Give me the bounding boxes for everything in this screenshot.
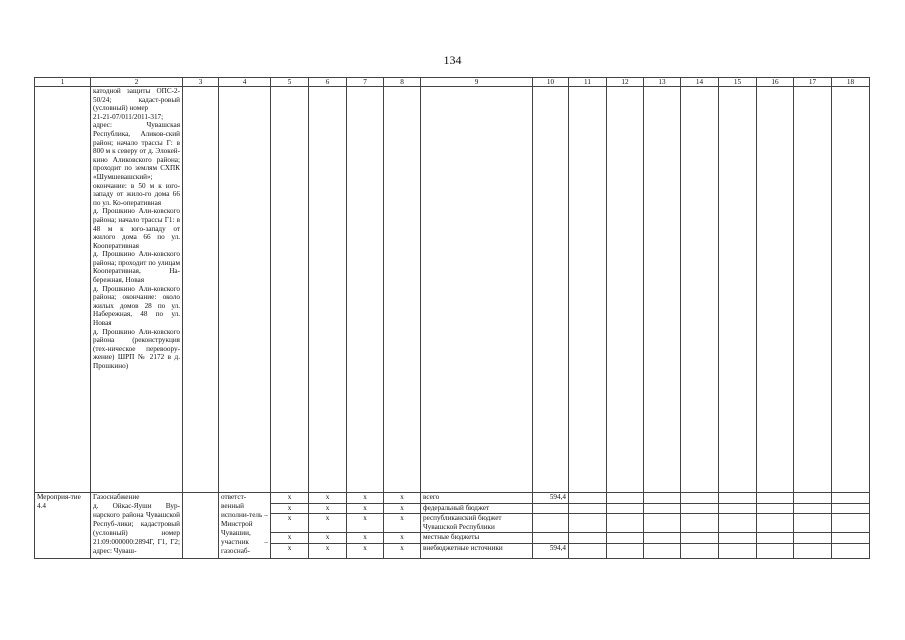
code-cell: х [309, 493, 347, 504]
code-cell: х [347, 493, 384, 504]
code-cell: х [384, 533, 421, 544]
column-number-1: 1 [35, 78, 91, 87]
code-cell: х [384, 493, 421, 504]
column-number-16: 16 [757, 78, 794, 87]
cell [719, 533, 757, 544]
cell [832, 514, 870, 533]
column-number-5: 5 [271, 78, 309, 87]
column-number-4: 4 [219, 78, 271, 87]
cell [757, 543, 794, 558]
code-cell: х [384, 514, 421, 533]
code-cell: х [271, 514, 309, 533]
cell [794, 514, 832, 533]
cell [607, 493, 644, 504]
code-cell: х [347, 514, 384, 533]
cell [832, 493, 870, 504]
executor-cell: ответст-венный исполни-тель – Минстрой Чувашии, участник – газоснаб- [219, 493, 271, 559]
cell [757, 514, 794, 533]
column-number-9: 9 [421, 78, 533, 87]
funding-source-cell: внебюджетные источники [421, 543, 533, 558]
column-number-2: 2 [91, 78, 183, 87]
cell [569, 503, 607, 514]
page-number: 134 [443, 53, 462, 67]
code-cell: х [384, 543, 421, 558]
code-cell: х [347, 543, 384, 558]
cell [681, 493, 719, 504]
cell [569, 543, 607, 558]
column-number-14: 14 [681, 78, 719, 87]
code-cell: х [271, 533, 309, 544]
cell [607, 503, 644, 514]
cell [569, 533, 607, 544]
cell [832, 543, 870, 558]
cell [644, 543, 681, 558]
cell [569, 493, 607, 504]
cell [681, 543, 719, 558]
cell [794, 493, 832, 504]
cell [607, 514, 644, 533]
column-number-11: 11 [569, 78, 607, 87]
cell [644, 503, 681, 514]
cell [794, 543, 832, 558]
column-number-15: 15 [719, 78, 757, 87]
code-cell: х [309, 533, 347, 544]
amount-cell [533, 514, 569, 533]
cell [644, 514, 681, 533]
code-cell: х [271, 503, 309, 514]
cell [607, 543, 644, 558]
column-number-17: 17 [794, 78, 832, 87]
object-description-cell: Газоснабжение д. Ойкас-Яуши Вур-нарского района Чувашской Респуб-лики; кадастровый (условный) номер 21:09:000000:2894Г, Г1, Г2; адрес: Чуваш- [91, 493, 183, 559]
continuation-row [35, 87, 870, 493]
cell [183, 493, 219, 559]
column-number-8: 8 [384, 78, 421, 87]
cell [757, 503, 794, 514]
code-cell: х [309, 503, 347, 514]
cell [719, 503, 757, 514]
funding-row [35, 493, 870, 504]
funding-source-cell: республиканский бюджет Чувашской Республики [421, 514, 533, 533]
cell [719, 543, 757, 558]
code-cell: х [347, 503, 384, 514]
code-cell: х [384, 503, 421, 514]
amount-cell [533, 503, 569, 514]
column-number-10: 10 [533, 78, 569, 87]
funding-source-cell: всего [421, 493, 533, 504]
funding-source-cell: местные бюджеты [421, 533, 533, 544]
code-cell: х [309, 543, 347, 558]
cell [681, 533, 719, 544]
code-cell: х [271, 543, 309, 558]
code-cell: х [347, 533, 384, 544]
funding-source-cell: федеральный бюджет [421, 503, 533, 514]
cell [757, 493, 794, 504]
program-table [34, 77, 870, 559]
column-number-12: 12 [607, 78, 644, 87]
cell [757, 533, 794, 544]
cell [719, 514, 757, 533]
cell [681, 514, 719, 533]
cell [569, 514, 607, 533]
cell [832, 503, 870, 514]
cell [832, 533, 870, 544]
cell [719, 493, 757, 504]
cell [644, 493, 681, 504]
cell [794, 503, 832, 514]
cell [35, 87, 91, 493]
column-number-7: 7 [347, 78, 384, 87]
cell [607, 533, 644, 544]
cell [681, 503, 719, 514]
amount-cell: 594,4 [533, 493, 569, 504]
measure-label-cell: Мероприя-тие 4.4 [35, 493, 91, 559]
column-number-6: 6 [309, 78, 347, 87]
code-cell: х [309, 514, 347, 533]
object-description-cell: катодной защиты ОПС-2-50/24; кадаст-ровый (условный) номер 21-21-07/011/2011-317; адрес: Чувашская Республика, Аликов-ский район; начало трассы Г: в 800 м к северу от д. Элокей-кино Аликовского района; проходит по землям СХПК «Шумшевашский»; окончание: в 50 м к юго-западу от жило-го дома 66 по ул. Ко-оперативная д. Прошкино Али-ковского района; начало трассы Г1: в 48 м к юго-западу от жилого дома 66 по ул. Кооперативная д. Прошкино Али-ковского района; проходит по улицам Кооперативная, На-бережная, Новая д. Прошкино Али-ковского района; окончание: около жилых домов 28 по ул. Набережная, 48 по ул. Новая д. Прошкино Али-ковского района (реконструкция (тех-ническое перевоору-жение) ШРП № 2172 в д. Прошкино) [91, 87, 183, 493]
column-number-18: 18 [832, 78, 870, 87]
column-number-13: 13 [644, 78, 681, 87]
cell [644, 533, 681, 544]
header-row [35, 78, 870, 87]
amount-cell [533, 533, 569, 544]
amount-cell: 594,4 [533, 543, 569, 558]
cell [794, 533, 832, 544]
column-number-3: 3 [183, 78, 219, 87]
code-cell: х [271, 493, 309, 504]
